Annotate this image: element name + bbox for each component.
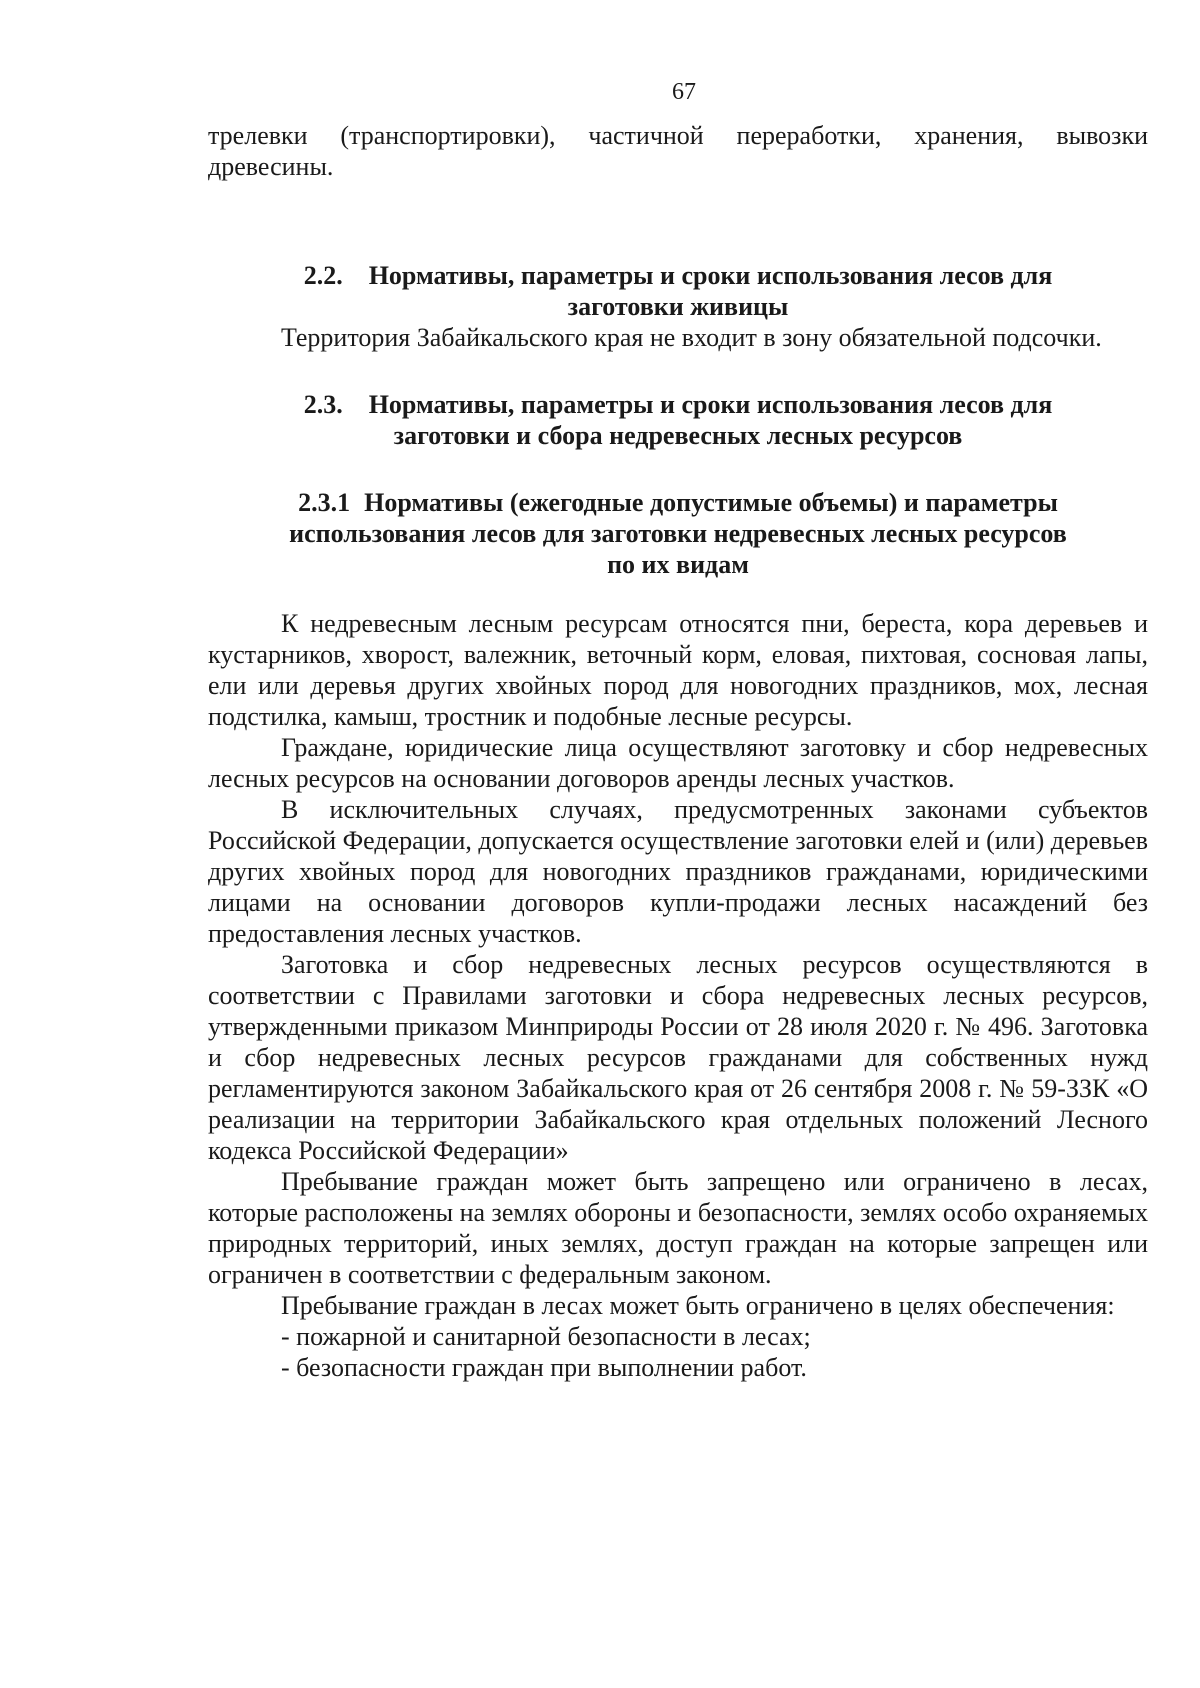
paragraph-exceptional-cases: В исключительных случаях, предусмотренных законами субъектов Российской Федерации, допускается осуществление заготовки елей и (или) деревьев других хвойных пород для новогодних праздников гражданами, юридическими лицами на основании договоров купли-продажи лесных насаждений без предоставления лесных участков. xyxy=(208,795,1148,948)
paragraph-stay-prohibited: Пребывание граждан может быть запрещено или ограничено в лесах, которые расположены на землях обороны и безопасности, землях особо охраняемых природных территорий, иных землях, доступ граждан на которые запрещен или ограничен в соответствии с федеральным законом. xyxy=(208,1167,1148,1289)
section-2-3-1-title-line1: Нормативы (ежегодные допустимые объемы) и параметры xyxy=(364,488,1058,517)
section-2-3-1-heading xyxy=(208,487,1148,580)
section-2-2-title-line1: Нормативы, параметры и сроки использования лесов для xyxy=(368,261,1053,290)
paragraph-stay-limited: Пребывание граждан в лесах может быть ограничено в целях обеспечения: xyxy=(281,1291,1115,1320)
paragraph-nontimber-resources: К недревесным лесным ресурсам относятся пни, береста, кора деревьев и кустарников, хворост, валежник, веточный корм, еловая, пихтовая, сосновая лапы, ели или деревья других хвойных пород для новогодних праздников, мох, лесная подстилка, камыш, тростник и подобные лесные ресурсы. xyxy=(208,609,1148,731)
section-2-3-1-title-line2: использования лесов для заготовки недревесных лесных ресурсов xyxy=(289,519,1067,548)
intro-paragraph: трелевки (транспортировки), частичной переработки, хранения, вывозки древесины. xyxy=(208,121,1148,181)
section-2-3-1-title-line3: по их видам xyxy=(607,550,749,579)
section-2-3-1-number: 2.3.1 xyxy=(298,488,351,517)
section-2-3-number: 2.3. xyxy=(303,390,343,419)
list-item: - безопасности граждан при выполнении работ. xyxy=(281,1353,807,1382)
section-2-2-paragraph: Территория Забайкальского края не входит в зону обязательной подсочки. xyxy=(281,323,1102,352)
list-item: - пожарной и санитарной безопасности в лесах; xyxy=(281,1322,811,1351)
section-2-2-heading xyxy=(208,260,1148,322)
section-2-2-title-line2: заготовки живицы xyxy=(567,292,789,321)
paragraph-rules-reference: Заготовка и сбор недревесных лесных ресурсов осуществляются в соответствии с Правилами заготовки и сбора недревесных лесных ресурсов, утвержденными приказом Минприроды России от 28 июля 2020 г. № 496. Заготовка и сбор недревесных лесных ресурсов гражданами для собственных нужд регламентируются законом Забайкальского края от 26 сентября 2008 г. № 59-ЗЗК «О реализации на территории Забайкальского края отдельных положений Лесного кодекса Российской Федерации» xyxy=(208,950,1148,1165)
section-2-2-number: 2.2. xyxy=(303,261,343,290)
page-number: 67 xyxy=(672,79,696,105)
paragraph-citizens-lease: Граждане, юридические лица осуществляют заготовку и сбор недревесных лесных ресурсов на основании договоров аренды лесных участков. xyxy=(208,733,1148,793)
section-2-3-title-line1: Нормативы, параметры и сроки использования лесов для xyxy=(368,390,1053,419)
section-2-3-title-line2: заготовки и сбора недревесных лесных ресурсов xyxy=(393,421,963,450)
page-content xyxy=(208,120,1148,1383)
section-2-3-heading xyxy=(208,389,1148,451)
